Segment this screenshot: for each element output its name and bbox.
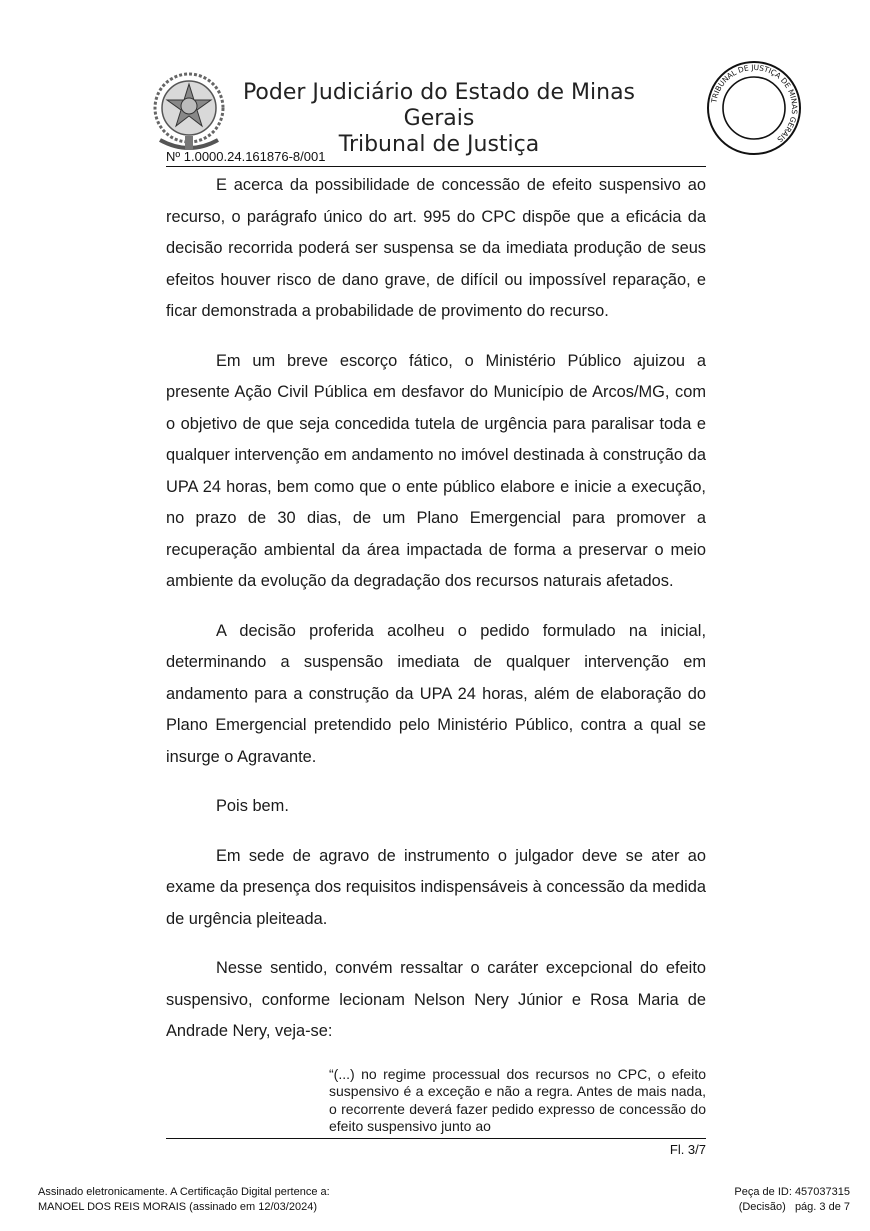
signature-line: Assinado eletronicamente. A Certificação Digital pertence a: bbox=[38, 1186, 330, 1198]
paragraph: Em sede de agravo de instrumento o julgador deve se ater ao exame da presença dos requisitos indispensáveis à concessão da medida de urgência pleiteada. bbox=[166, 846, 706, 928]
block-quote: “(...) no regime processual dos recursos no CPC, o efeito suspensivo é a exceção e não a regra. Antes de mais nada, o recorrente deverá fazer pedido expresso de concessão do efeito suspensivo junto ao bbox=[329, 1065, 706, 1135]
court-header bbox=[234, 80, 644, 158]
process-number: Nº 1.0000.24.161876-8/001 bbox=[166, 149, 326, 164]
paragraph: Em um breve escorço fático, o Ministério Público ajuizou a presente Ação Civil Pública em desfavor do Município de Arcos/MG, com o objetivo de que seja concedida tutela de urgência para paralisar toda e qualquer intervenção em andamento no imóvel destinada à construção da UPA 24 horas, bem como que o ente público elabore e inicie a execução, no prazo de 30 dias, de um Plano Emergencial para promover a recuperação ambiental da área impactada de forma a preservar o meio ambiente da evolução da degradação dos recursos naturais afetados. bbox=[166, 351, 706, 590]
page-info: (Decisão) pág. 3 de 7 bbox=[738, 1201, 850, 1213]
coat-of-arms-icon bbox=[150, 70, 228, 154]
paragraph: E acerca da possibilidade de concessão de efeito suspensivo ao recurso, o parágrafo único do art. 995 do CPC dispõe que a eficácia da decisão recorrida poderá ser suspensa se da imediata produção de seus efeitos houver risco de dano grave, de difícil ou impossível reparação, e ficar demonstrada a probabilidade de provimento do recurso. bbox=[166, 176, 706, 320]
court-name: Poder Judiciário do Estado de Minas Gerais bbox=[242, 80, 636, 131]
folio-number: Fl. 3/7 bbox=[669, 1142, 706, 1157]
footer-divider bbox=[166, 1138, 706, 1139]
piece-id: Peça de ID: 457037315 bbox=[734, 1186, 850, 1198]
tribunal-seal-icon bbox=[706, 60, 802, 156]
header-divider bbox=[166, 166, 706, 167]
signer-name: MANOEL DOS REIS MORAIS (assinado em 12/03/2024) bbox=[38, 1201, 317, 1213]
decision-body bbox=[166, 170, 706, 1136]
paragraph: Nesse sentido, convém ressaltar o caráter excepcional do efeito suspensivo, conforme lecionam Nelson Nery Júnior e Rosa Maria de Andrade Nery, veja-se: bbox=[166, 959, 706, 1040]
paragraph: Pois bem. bbox=[216, 797, 289, 815]
signature-info bbox=[38, 1185, 330, 1215]
document-id-info bbox=[734, 1185, 850, 1215]
seal-lettering: TRIBUNAL DE JUSTIÇA DE MINAS GERAIS bbox=[709, 62, 800, 145]
tribunal-name: Tribunal de Justiça bbox=[338, 132, 540, 157]
paragraph: A decisão proferida acolheu o pedido formulado na inicial, determinando a suspensão imediata de qualquer intervenção em andamento para a construção da UPA 24 horas, além de elaboração do Plano Emergencial pretendido pelo Ministério Público, contra a qual se insurge o Agravante. bbox=[166, 621, 706, 766]
